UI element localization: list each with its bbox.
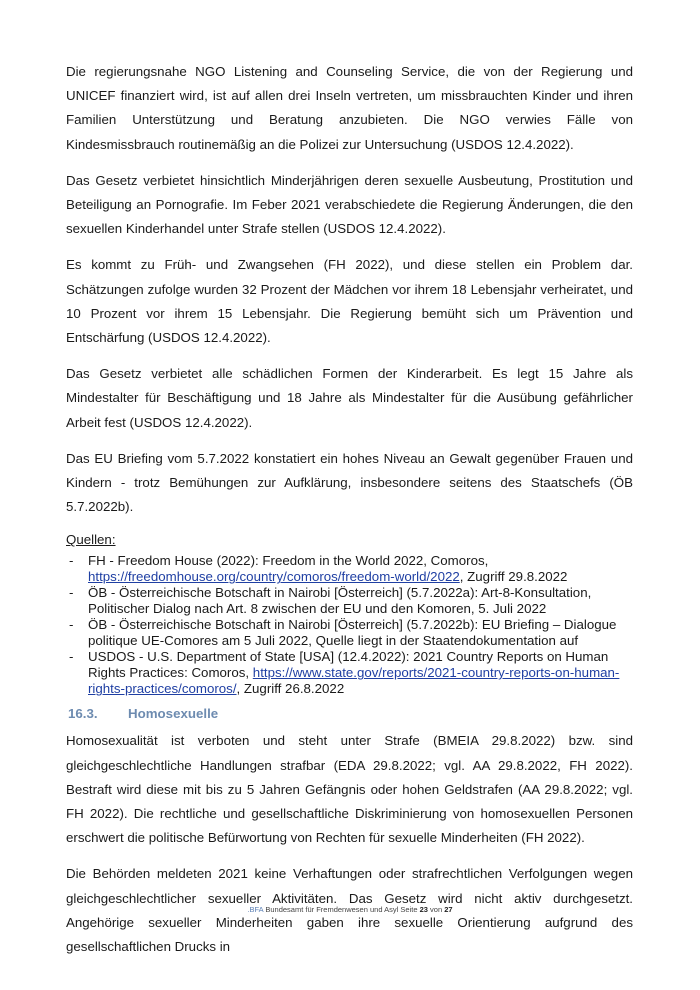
paragraph-no-arrests: Die Behörden meldeten 2021 keine Verhaftungen oder strafrechtlichen Verfolgungen wegen gleichgeschlechtlicher sexueller Aktivitäten. Das Gesetz wird nicht aktiv durchgesetzt. Angehörige sexueller Minderheiten gaben ihre sexuelle Orientierung aufgrund des gesellschaftlichen Drucks in (66, 866, 633, 955)
paragraph-early-marriage: Es kommt zu Früh- und Zwangsehen (FH 2022), und diese stellen ein Problem dar. Schätzungen zufolge wurden 32 Prozent der Mädchen vor ihrem 18 Lebensjahr verheiratet, und 10 Prozent vor ihrem 15 Lebensjahr. Die Regierung bemüht sich um Prävention und Entschärfung (USDOS 12.4.2022). (66, 257, 633, 346)
footer-org: Bundesamt für Fremdenwesen und Asyl Seite (263, 905, 420, 914)
source-item-fh (66, 553, 633, 585)
paragraph-sexual-exploitation-law: Das Gesetz verbietet hinsichtlich Minderjährigen deren sexuelle Ausbeutung, Prostitution und Beteiligung an Pornografie. Im Feber 2021 verabschiedete die Regierung Änderungen, die den sexuellen Kinderhandel unter Strafe stellen (USDOS 12.4.2022). (66, 172, 633, 237)
source-item-usdos (66, 649, 633, 697)
paragraph-ngo-support: Die regierungsnahe NGO Listening and Counseling Service, die von der Regierung und UNICEF finanziert wird, ist auf allen drei Inseln vertreten, um missbrauchten Kinder und ihren Familien Unterstützung und Beratung anzubieten. Die NGO verwies Fälle von Kindesmissbrauch routinemäßig an die Polizei zur Untersuchung (USDOS 12.4.2022). (66, 64, 633, 152)
bfa-logo: .BFA (247, 905, 264, 914)
list-dash: - (69, 585, 74, 601)
section-heading (66, 706, 633, 721)
page-footer (0, 905, 700, 914)
paragraph-homosexuality-law: Homosexualität ist verboten und steht unter Strafe (BMEIA 29.8.2022) bzw. sind gleichgeschlechtliche Handlungen strafbar (EDA 29.8.2022; vgl. AA 29.8.2022, FH 2022). Bestraft wird diese mit bis zu 5 Jahren Gefängnis oder hohen Geldstrafen (AA 29.8.2022; vgl. FH 2022). Die rechtliche und gesellschaftliche Diskriminierung von homosexuellen Personen erschwert die politische Befürwortung von Rechten für sexuelle Minderheiten (FH 2022). (66, 733, 633, 846)
source-text: ÖB - Österreichische Botschaft in Nairobi [Österreich] (5.7.2022b): EU Briefing – Dialogue politique UE-Comores am 5 Juli 2022, Quelle liegt in der Staatendokumentation auf (88, 617, 617, 649)
footer-of: von (427, 905, 445, 914)
section-number: 16.3. (68, 706, 98, 722)
list-dash: - (69, 553, 74, 569)
document-page (66, 60, 633, 971)
section-title: Homosexuelle (128, 706, 219, 722)
paragraph-child-labor: Das Gesetz verbietet alle schädlichen Formen der Kinderarbeit. Es legt 15 Jahre als Mindestalter für Beschäftigung und 18 Jahre als Mindestalter für die Ausübung gefährlicher Arbeit fest (USDOS 12.4.2022). (66, 366, 633, 430)
source-link-state-gov[interactable]: https://www.state.gov/reports/2021-country-reports-on-human-rights-practices/comoros/ (88, 665, 620, 697)
source-link-freedomhouse[interactable]: https://freedomhouse.org/country/comoros/freedom-world/2022 (88, 569, 460, 585)
footer-page-total: 27 (444, 905, 453, 914)
source-access-date: , Zugriff 29.8.2022 (459, 569, 568, 585)
source-text: FH - Freedom House (2022): Freedom in the World 2022, Comoros, (88, 553, 489, 569)
list-dash: - (69, 617, 74, 633)
source-access-date: , Zugriff 26.8.2022 (236, 681, 345, 697)
source-text: USDOS - U.S. Department of State [USA] (12.4.2022): 2021 Country Reports on Human Rights Practices: Comoros, (88, 649, 609, 681)
paragraph-eu-briefing: Das EU Briefing vom 5.7.2022 konstatiert ein hohes Niveau an Gewalt gegenüber Frauen und Kindern - trotz Bemühungen zur Aufklärung, insbesondere seitens des Staatschefs (ÖB 5.7.2022b). (66, 450, 633, 515)
sources-label: Quellen: (66, 532, 116, 548)
sources-list (66, 553, 633, 697)
footer-page-number: 23 (419, 905, 428, 914)
source-item-ob-b (66, 617, 633, 649)
source-text: ÖB - Österreichische Botschaft in Nairobi [Österreich] (5.7.2022a): Art-8-Konsultation, Politischer Dialog nach Art. 8 zwischen der EU und den Komoren, 5. Juli 2022 (88, 585, 592, 617)
list-dash: - (69, 649, 74, 665)
source-item-ob-a (66, 585, 633, 617)
